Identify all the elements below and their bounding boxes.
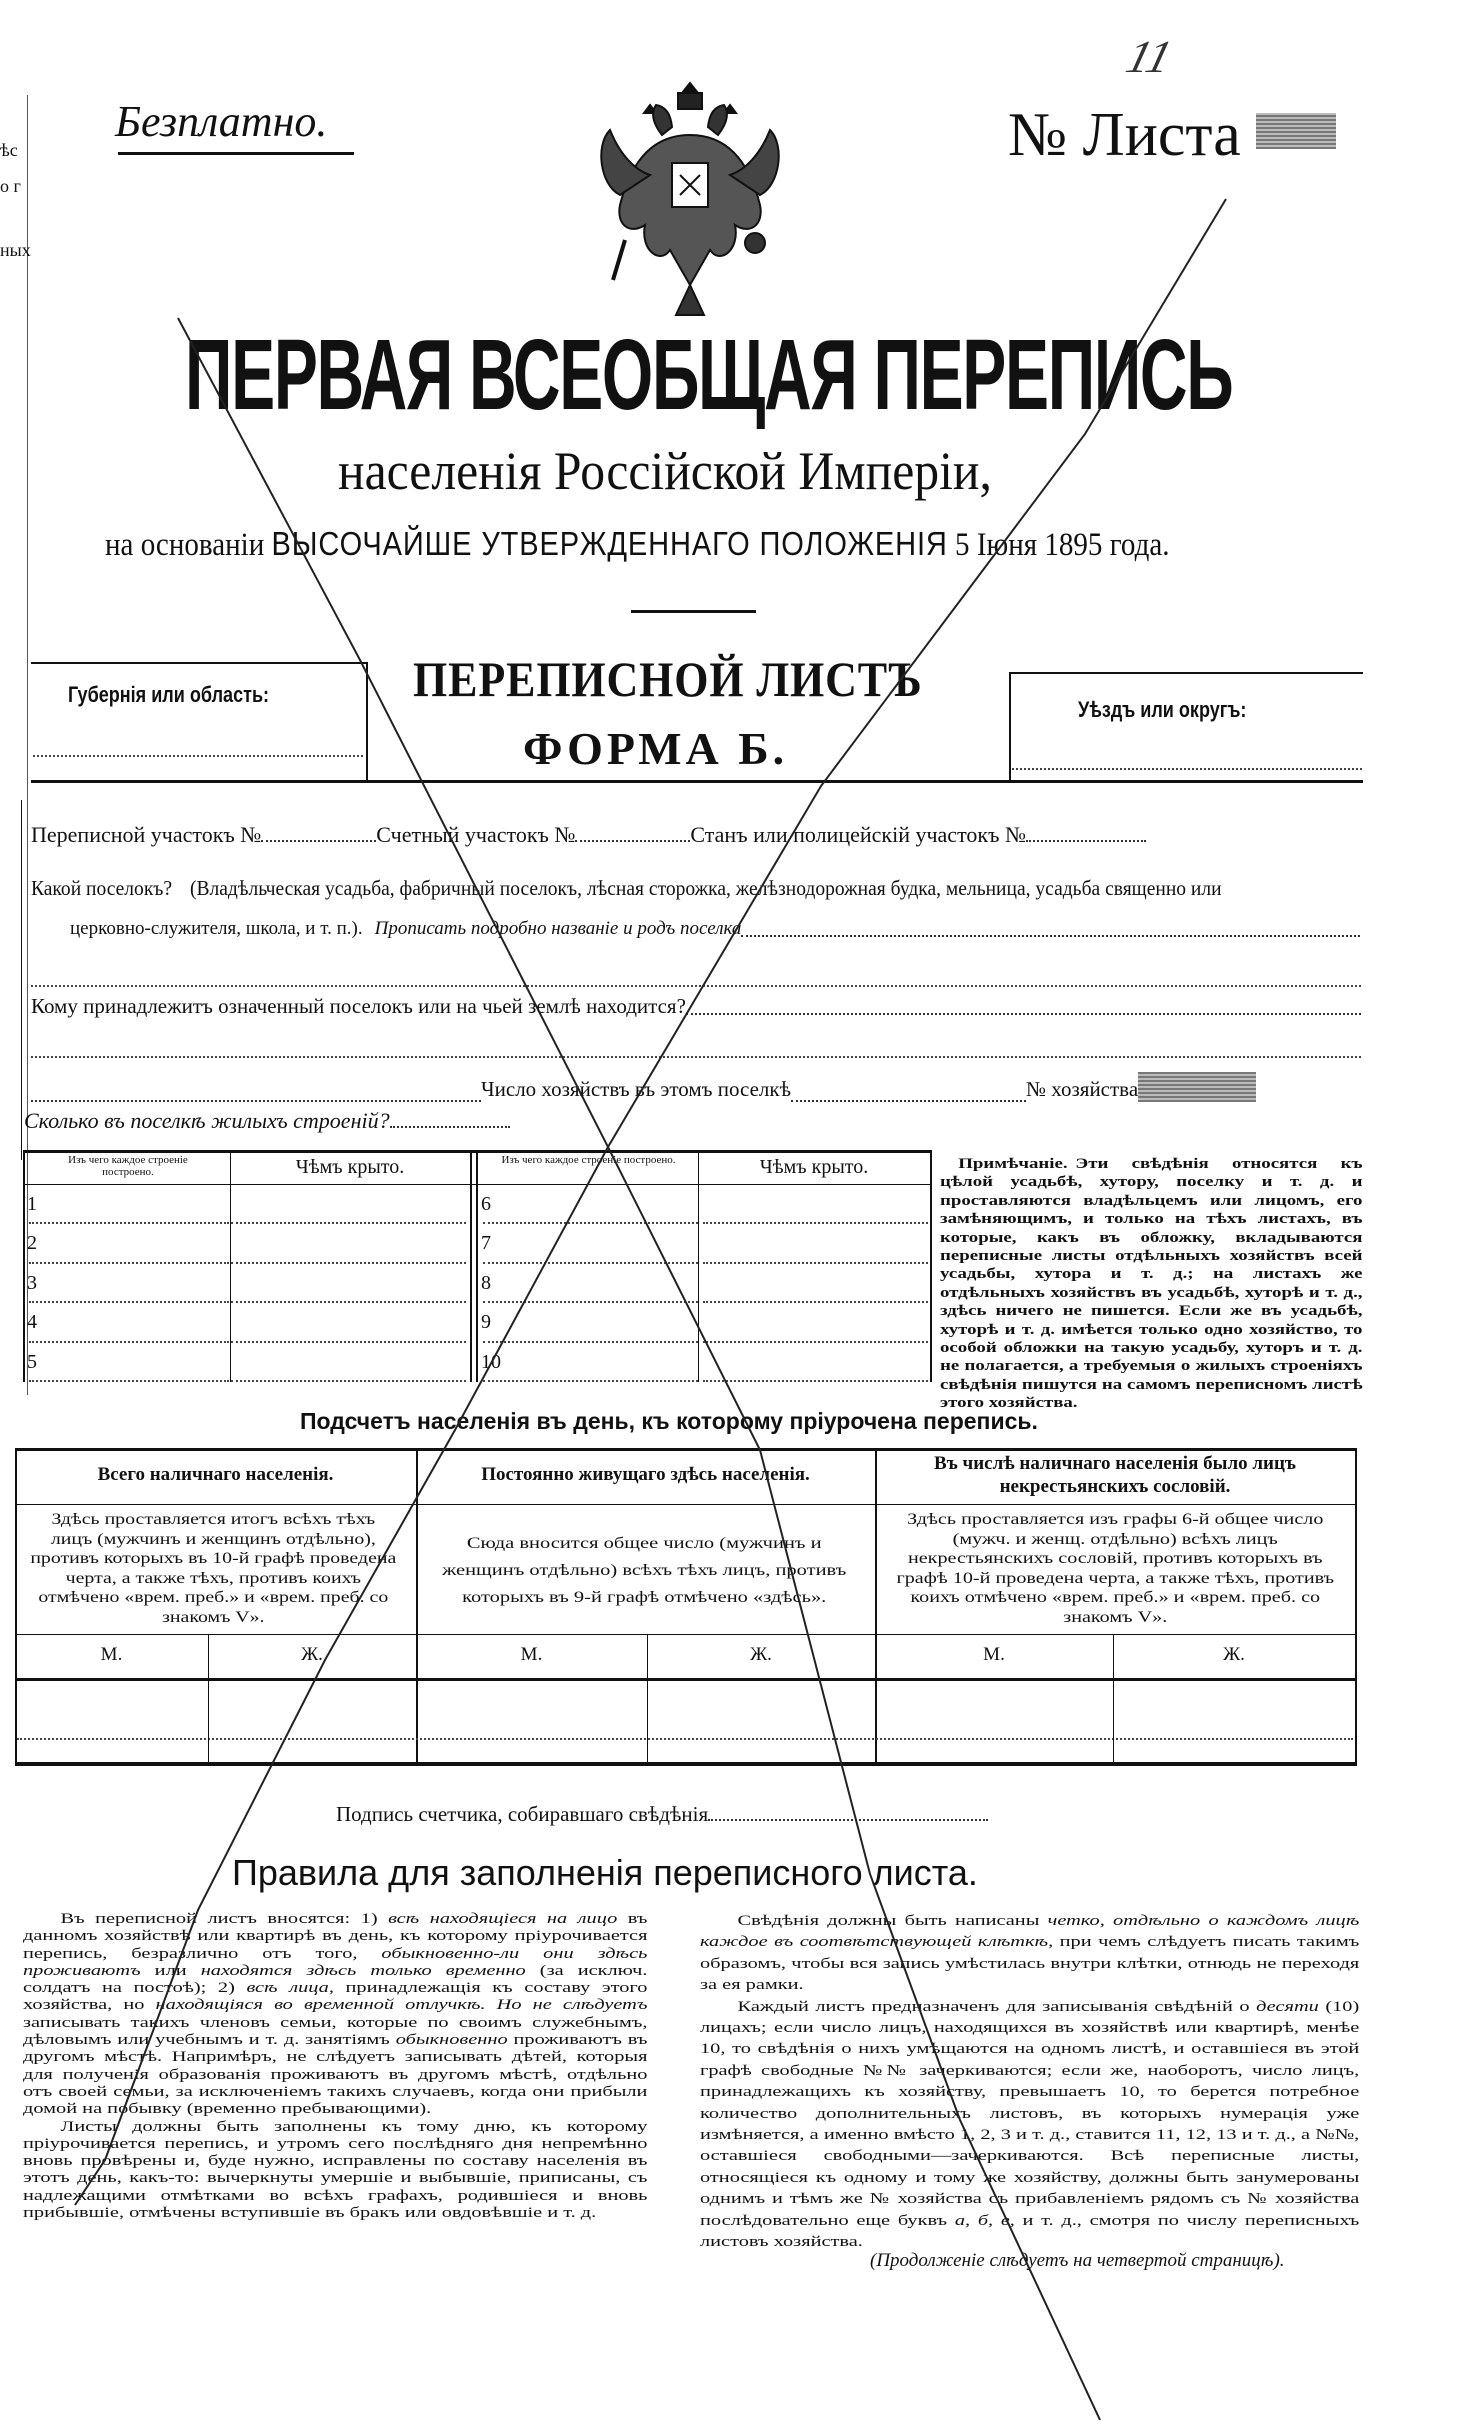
rules-text: Каждый листъ предназначенъ для записыванія свѣдѣній о [737,1997,1257,2015]
district-box-top [1009,672,1363,674]
form-title: ПЕРЕПИСНОЙ ЛИСТЪ [413,651,923,707]
building-roof-field[interactable] [231,1262,466,1264]
adjacent-page-fragment: о г [0,176,21,196]
building-row-number: 9 [481,1311,491,1334]
mf-rule [15,1678,1357,1681]
rules-emphasis: четко, отдѣльно о каждомъ лицѣ каждое въ соотвѣтствующей клѣткѣ [700,1912,1360,1951]
settlement-row-cont [70,918,1360,940]
table-border [875,1448,877,1766]
table-top-rule [15,1448,1357,1451]
buildings-question: Сколько въ поселкѣ жилыхъ строеній? [24,1107,390,1133]
basis-prefix: на основаніи [105,527,265,563]
col-permanent-title: Постоянно живущаго здѣсь населенія. [481,1464,810,1485]
col-total-f: Ж. [301,1644,323,1665]
households-count-field[interactable] [791,1081,1026,1102]
census-subtitle: населенія Россійской Имперіи, [338,441,992,501]
rules-text: (за исключ. солдатъ на постоѣ); 2) [23,1961,648,1997]
households-count-label: Число хозяйствъ въ этомъ поселкѣ [481,1077,791,1101]
building-material-field[interactable] [29,1262,229,1264]
census-title: ПЕРВАЯ ВСЕОБЩАЯ ПЕРЕПИСЬ [185,319,1233,431]
owner-question: Кому принадлежитъ означенный поселокъ или на чьей землѣ находится? [31,994,686,1018]
col-roof-header: Чѣмъ крыто. [759,1156,869,1178]
rules-text: , при чемъ слѣдуетъ писать такимъ образомъ, чтобы вся запись умѣстилась внутри клѣтки, отнюдь не переходя за ея рамки. [700,1933,1360,1994]
rules-emphasis: находящіяся во временной отлучкѣ. Но не слѣдуетъ [155,1996,648,2014]
rules-paragraph [700,1910,1359,1996]
household-no-label: № хозяйства [1026,1077,1139,1101]
rules-continuation: (Продолженіе слѣдуетъ на четвертой страницѣ). [870,2250,1285,2271]
rules-paragraph [700,1996,1359,2253]
header-rule [15,1504,1357,1505]
census-district-label: Переписной участокъ № [31,821,262,847]
building-roof-field[interactable] [231,1222,466,1224]
building-row-number: 2 [27,1232,37,1255]
free-label: Безплатно. [115,97,328,146]
sheet-number-text: № Листа [1008,101,1241,169]
sheet-number-label [1008,100,1336,171]
owner-row [31,994,1361,1019]
rules-text: , принадлежащія къ составу этого хозяйства, но [23,1979,648,2014]
buildings-question-row [24,1106,510,1134]
settlement-question: Какой поселокъ? [31,876,173,900]
building-roof-field[interactable] [703,1380,928,1382]
col-roof-header: Чѣмъ крыто. [295,1156,405,1178]
population-count-table [15,1448,1357,1766]
building-roof-field[interactable] [703,1222,928,1224]
province-field[interactable] [33,755,363,757]
buildings-table [23,1150,932,1382]
col-permanent-f: Ж. [750,1644,772,1665]
count-district-field[interactable] [575,820,690,842]
rules-text: записывать такихъ членовъ семьи, которые по своимъ служебнымъ, дѣловымъ или учебнымъ и т. д. занятіямъ [23,2013,648,2049]
sheet-number-field-redacted [1256,113,1336,149]
form-subtitle: ФОРМА Б. [523,723,789,774]
rules-emphasis: всѣ находящіеся на лицо [388,1910,618,1927]
building-material-field[interactable] [483,1341,698,1343]
owner-field-line3[interactable] [31,1081,481,1102]
household-no-field-redacted [1138,1072,1256,1102]
col-material-header: Изъ чего каждое строеніе построено. [501,1154,676,1166]
rules-emphasis: десяти [1256,1997,1319,2015]
col-nonpeasant-m: М. [983,1644,1005,1665]
building-material-field[interactable] [29,1380,229,1382]
col-permanent-desc: Сюда вносится общее число (мужчинъ и женщинъ отдѣльно) всѣхъ тѣхъ лицъ, противъ которыхъ въ 9-й графѣ отмѣчено «здѣсь». [442,1535,847,1606]
free-label-underline [118,152,354,155]
basis-date: 5 Іюня 1895 года. [955,527,1170,563]
building-material-field[interactable] [483,1262,698,1264]
police-district-label: Станъ или полицейскій участокъ № [690,821,1026,847]
col-total-m: М. [100,1644,123,1665]
building-roof-field[interactable] [231,1380,466,1382]
district-fields-row [31,820,1146,848]
settlement-row [31,876,1222,901]
rules-paragraph [23,1910,647,2118]
building-row-number: 10 [481,1350,501,1373]
building-roof-field[interactable] [231,1301,466,1303]
col-total-desc: Здѣсь проставляется итогъ всѣхъ тѣхъ лицъ (мужчинъ и женщинъ отдѣльно), противъ которыхъ въ 10-й графѣ проведена черта, а также тѣхъ, противъ коихъ отмѣчено «врем. преб.» и «врем. преб. со знакомъ V». [30,1511,397,1626]
rules-text: и т. д., смотря по числу переписныхъ листовъ хозяйства. [700,2211,1360,2251]
table-border [15,1448,17,1766]
signature-field[interactable] [708,1800,988,1821]
building-material-field[interactable] [29,1301,229,1303]
rules-text: или [140,1961,201,1979]
rules-emphasis: всѣ лица [246,1979,329,1997]
building-row-number: 8 [481,1271,491,1294]
header-rule [23,1184,932,1185]
rules-text: (10) лицахъ; если число лицъ, находящихся въ хозяйствѣ или квартирѣ, менѣе 10, то свѣдѣнія о нихъ умѣщаются на одномъ листѣ, и оставшіеся въ этой графѣ свободные №№ зачеркиваются; если же, наоборотъ, число лицъ, принадлежащихъ къ хозяйству, превышаетъ 10, то берется потребное количество дополнительныхъ листовъ, въ которыхъ нумерація уже измѣняется, а именно вмѣсто 1, 2, 3 и т. д., ставится 11, 12, 13 и т. д., а №№, оставшіеся свободными—зачеркиваются. Всѣ переписные листы, относящіеся къ одному и тому же хозяйству, должны быть занумерованы однимъ и тѣмъ же № хозяйства съ прибавленіемъ рядомъ съ № хозяйства послѣдовательно еще буквъ [700,1997,1360,2229]
building-row-number: 7 [481,1232,491,1255]
fields-left-border [21,800,22,1160]
rules-text: Свѣдѣнія должны быть написаны [737,1912,1048,1929]
handwritten-sheet-number: 11 [1121,31,1178,82]
settlement-examples-cont: церковно-служителя, школа, и т. п.). [70,918,363,939]
district-label: Уѣздъ или округъ: [1078,697,1247,722]
building-roof-field[interactable] [703,1262,928,1264]
building-material-field[interactable] [483,1380,698,1382]
settlement-instruction: Прописать подробно названіе и родъ поселка [374,918,742,939]
rules-emphasis: а, б, в, [954,2211,1015,2229]
building-row-number: 3 [27,1271,37,1294]
owner-field-line2[interactable] [31,1056,1361,1058]
households-row [31,1072,1364,1102]
col-nonpeasant-f: Ж. [1223,1644,1245,1665]
police-district-field[interactable] [1026,820,1146,842]
adjacent-page-fragment: ных [0,240,31,260]
table-border [416,1448,418,1766]
table-bottom-rule [15,1762,1357,1766]
province-box-top [31,662,366,664]
col-nonpeasant-title: Въ числѣ наличнаго населенія было лицъ некрестьянскихъ сословій. [934,1453,1296,1497]
rules-text: Листы должны быть заполнены къ тому дню, къ которому пріурочивается перепись, и утромъ сего послѣдняго дня непремѣнно вновь провѣрены и, буде нужно, исправлены по составу населенія въ этотъ день, какъ-то: вычеркнуты умершіе и выбывшіе, приписаны, съ надлежащими отмѣтками во всѣхъ графахъ, родившіеся и вновь прибывшіе, отмѣчены вступившіе въ бракъ или овдовѣвшіе и т. д. [23,2117,648,2222]
count-district-label: Счетный участокъ № [376,821,576,847]
col-material-header: Изъ чего каждое строеніе построено. [68,1154,188,1178]
building-roof-field[interactable] [703,1301,928,1303]
owner-field[interactable] [686,994,1361,1015]
note-text: Эти свѣдѣнія относятся къ цѣлой усадьбѣ, хутору, поселку и т. д. и проставляются владѣльцемъ или лицомъ, его замѣняющимъ, и только на тѣхъ листахъ, въ которые, какъ въ обложку, вкладываются переписные листы отдѣльныхъ хозяйствъ всей усадьбы, хутора и т. д.; на листахъ же отдѣльныхъ хозяйствъ въ усадьбѣ, хуторѣ и т. д., здѣсь ничего не пишется. Если же въ усадьбѣ, хуторѣ и т. д. имѣется только одно хозяйство, то особой обложки на такую усадьбу, хуторъ и т. д. не полагается, а требуемыя о жилыхъ строеніяхъ свѣдѣнія пишутся на самомъ переписномъ листѣ этого хозяйства. [940,1156,1363,1412]
building-row-number: 4 [27,1311,37,1334]
table-border [1355,1448,1357,1766]
building-material-field[interactable] [29,1341,229,1343]
rules-text: проживаютъ въ другомъ мѣстѣ. Напримѣръ, не слѣдуетъ записывать дѣтей, которыя для полученія образованія проживаютъ въ другомъ мѣстѣ, отдѣльно отъ своей семьи, за исключеніемъ такихъ случаевъ, когда они прибыли домой на побывку (временно пребывающими). [23,2031,648,2118]
building-material-field[interactable] [483,1301,698,1303]
settlement-name-field[interactable] [741,918,1360,937]
col-total-title: Всего наличнаго населенія. [97,1464,334,1485]
building-row-number: 6 [481,1193,491,1215]
province-box-divider [366,662,368,780]
desc-rule [15,1634,1357,1635]
rules-emphasis: находятся здѣсь только временно [200,1961,526,1979]
rules-emphasis: обыкновенно-ли они здѣсь проживаютъ [23,1944,648,1979]
rules-emphasis: обыкновенно [395,2031,508,2049]
signature-row [336,1800,988,1827]
rules-paragraph [23,2118,647,2222]
signature-label: Подпись счетчика, собиравшаго свѣдѣнія [336,1801,709,1826]
count-heading: Подсчетъ населенія въ день, къ которому пріурочена перепись. [300,1408,1038,1434]
building-material-field[interactable] [29,1222,229,1224]
settlement-examples: (Владѣльческая усадьба, фабричный поселокъ, лѣсная сторожка, желѣзнодорожная будка, мельница, усадьба священно или [189,876,1222,900]
building-row-number: 5 [27,1350,37,1373]
district-box-divider [1009,672,1011,780]
building-roof-field[interactable] [703,1341,928,1343]
building-roof-field[interactable] [231,1341,466,1343]
note-title: Примѣчаніе. [958,1156,1068,1172]
col-permanent-m: М. [520,1644,543,1665]
building-material-field[interactable] [483,1222,698,1224]
basis-caps: ВЫСОЧАЙШЕ УТВЕРЖДЕННАГО ПОЛОЖЕНІЯ [271,525,948,562]
province-label: Губернія или область: [68,682,270,707]
census-district-field[interactable] [261,820,376,842]
col-nonpeasant-desc: Здѣсь проставляется изъ графы 6-й общее число (мужч. и женщ. отдѣльно) всѣхъ лицъ некрестьянскихъ сословій, противъ которыхъ въ графѣ 10-й проведена черта, а также тѣхъ, противъ коихъ отмѣчено «врем. преб.» и «врем. преб. со знакомъ V». [896,1511,1335,1626]
adjacent-page-fragment: ѣс [0,140,18,160]
header-rule [631,610,756,613]
rules-text: въ данномъ хозяйствѣ или квартирѣ въ день, къ которому пріурочивается перепись, безразлично отъ того, [23,1910,648,1962]
buildings-count-field[interactable] [390,1106,510,1128]
rules-title: Правила для заполненія переписного листа. [232,1852,978,1893]
rules-left-column [23,1910,647,2221]
count-entry-line [17,1738,1353,1740]
imperial-eagle-emblem [590,75,790,320]
building-row-number: 1 [27,1193,37,1215]
district-field[interactable] [1012,768,1362,770]
form-header-bottom-rule [31,780,1363,783]
rules-right-column [700,1910,1359,2253]
census-basis [105,525,1169,564]
rules-text: Въ переписной листъ вносятся: 1) [60,1910,389,1927]
buildings-note [940,1155,1363,1413]
settlement-name-field-line2[interactable] [31,985,1361,987]
